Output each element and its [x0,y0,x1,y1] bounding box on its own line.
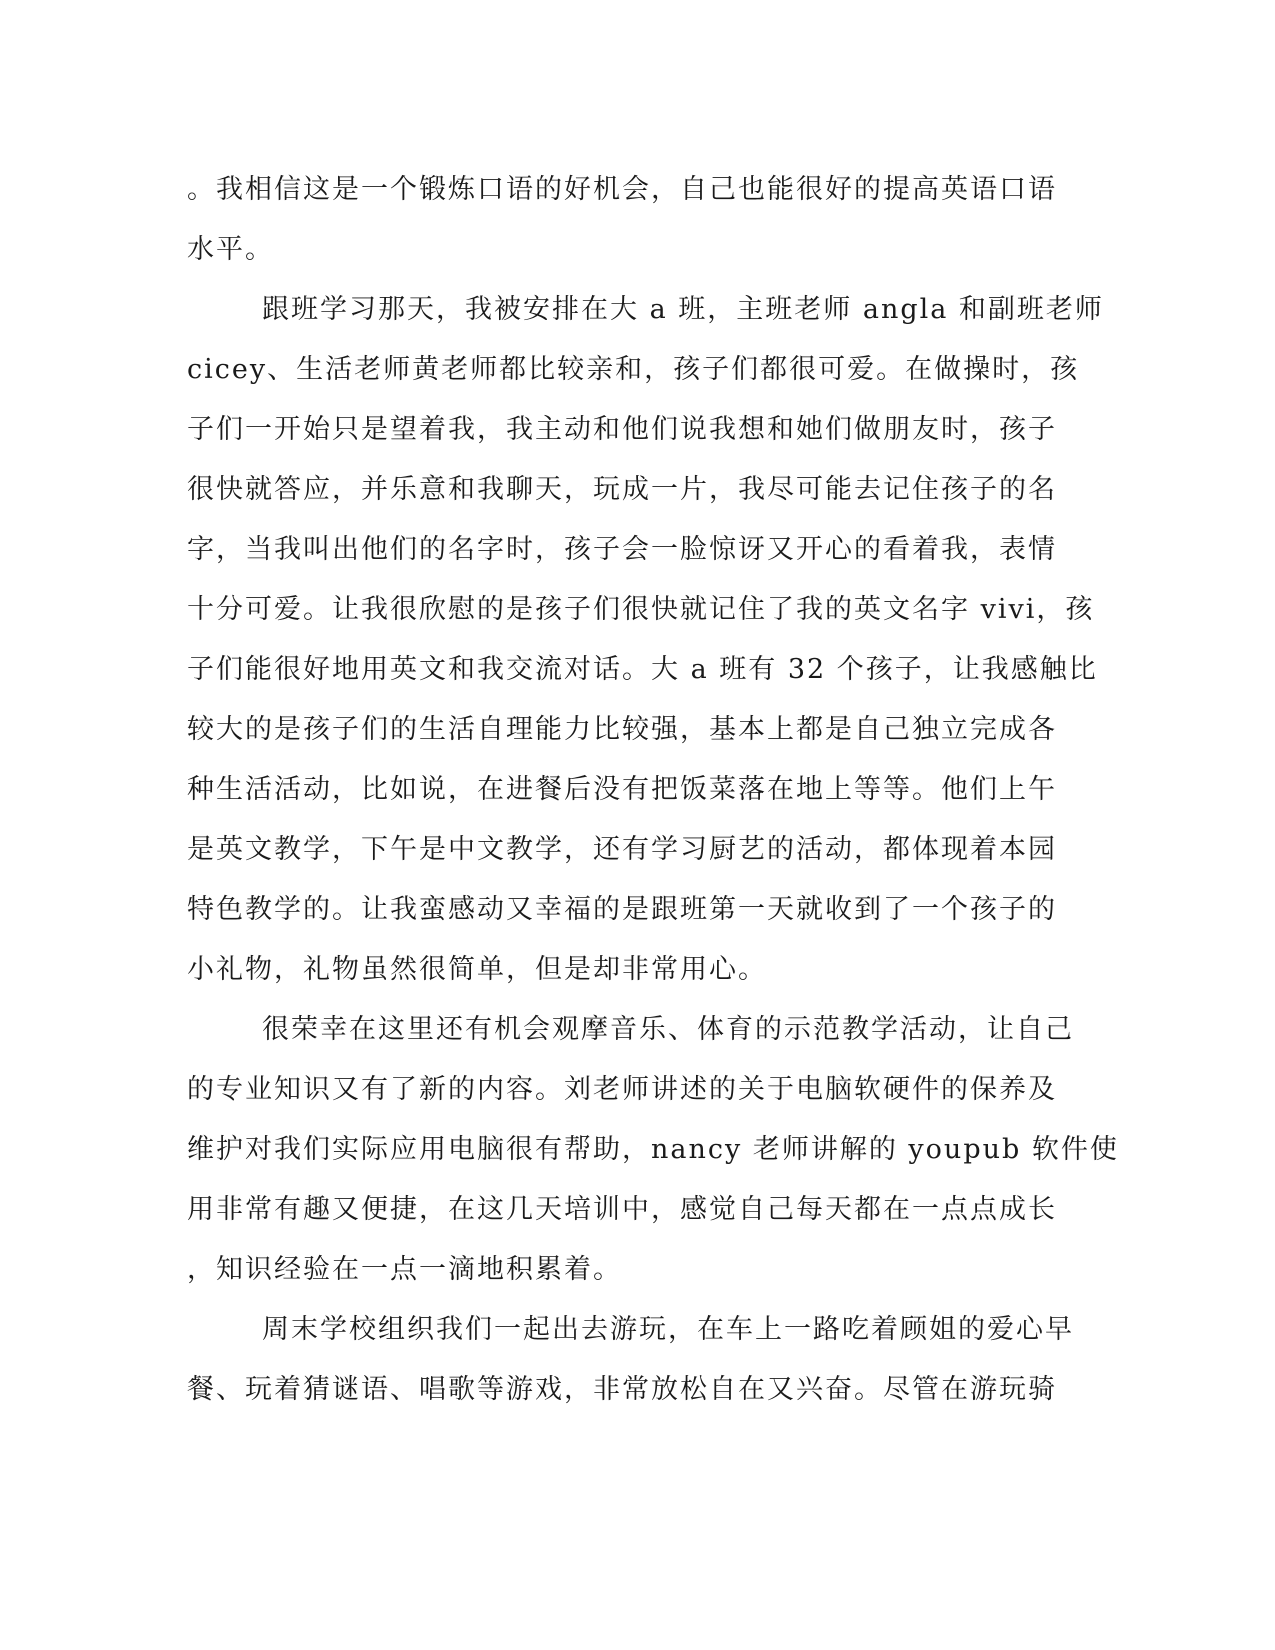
body-text [187,160,1119,1420]
text-line: 特色教学的。让我蛮感动又幸福的是跟班第一天就收到了一个孩子的 [187,894,1057,925]
text-line: 。我相信这是一个锻炼口语的好机会，自己也能很好的提高英语口语 [187,174,1057,205]
paragraph-start-line: 很荣幸在这里还有机会观摩音乐、体育的示范教学活动，让自己 [262,1014,1074,1045]
text-line: 维护对我们实际应用电脑很有帮助，nancy 老师讲解的 youpub 软件使 [187,1134,1119,1165]
text-line: 是英文教学，下午是中文教学，还有学习厨艺的活动，都体现着本园 [187,834,1057,865]
text-line: 字，当我叫出他们的名字时，孩子会一脸惊讶又开心的看着我，表情 [187,534,1057,565]
text-line: 小礼物，礼物虽然很简单，但是却非常用心。 [187,954,767,985]
text-line: 十分可爱。让我很欣慰的是孩子们很快就记住了我的英文名字 vivi，孩 [187,594,1095,625]
text-line: 子们一开始只是望着我，我主动和他们说我想和她们做朋友时，孩子 [187,414,1057,445]
text-line: 餐、玩着猜谜语、唱歌等游戏，非常放松自在又兴奋。尽管在游玩骑 [187,1374,1057,1405]
paragraph-start-line: 跟班学习那天，我被安排在大 a 班，主班老师 angla 和副班老师 [262,294,1104,325]
text-line: 很快就答应，并乐意和我聊天，玩成一片，我尽可能去记住孩子的名 [187,474,1057,505]
text-line: 水平。 [187,234,274,265]
text-line: 子们能很好地用英文和我交流对话。大 a 班有 32 个孩子，让我感触比 [187,654,1098,685]
text-line: 较大的是孩子们的生活自理能力比较强，基本上都是自己独立完成各 [187,714,1057,745]
text-line: 用非常有趣又便捷，在这几天培训中，感觉自己每天都在一点点成长 [187,1194,1057,1225]
text-line: cicey、生活老师黄老师都比较亲和，孩子们都很可爱。在做操时，孩 [187,354,1080,385]
text-line: 的专业知识又有了新的内容。刘老师讲述的关于电脑软硬件的保养及 [187,1074,1057,1105]
paragraph-start-line: 周末学校组织我们一起出去游玩，在车上一路吃着顾姐的爱心早 [262,1314,1074,1345]
text-line: ，知识经验在一点一滴地积累着。 [187,1254,622,1285]
text-line: 种生活活动，比如说，在进餐后没有把饭菜落在地上等等。他们上午 [187,774,1057,805]
